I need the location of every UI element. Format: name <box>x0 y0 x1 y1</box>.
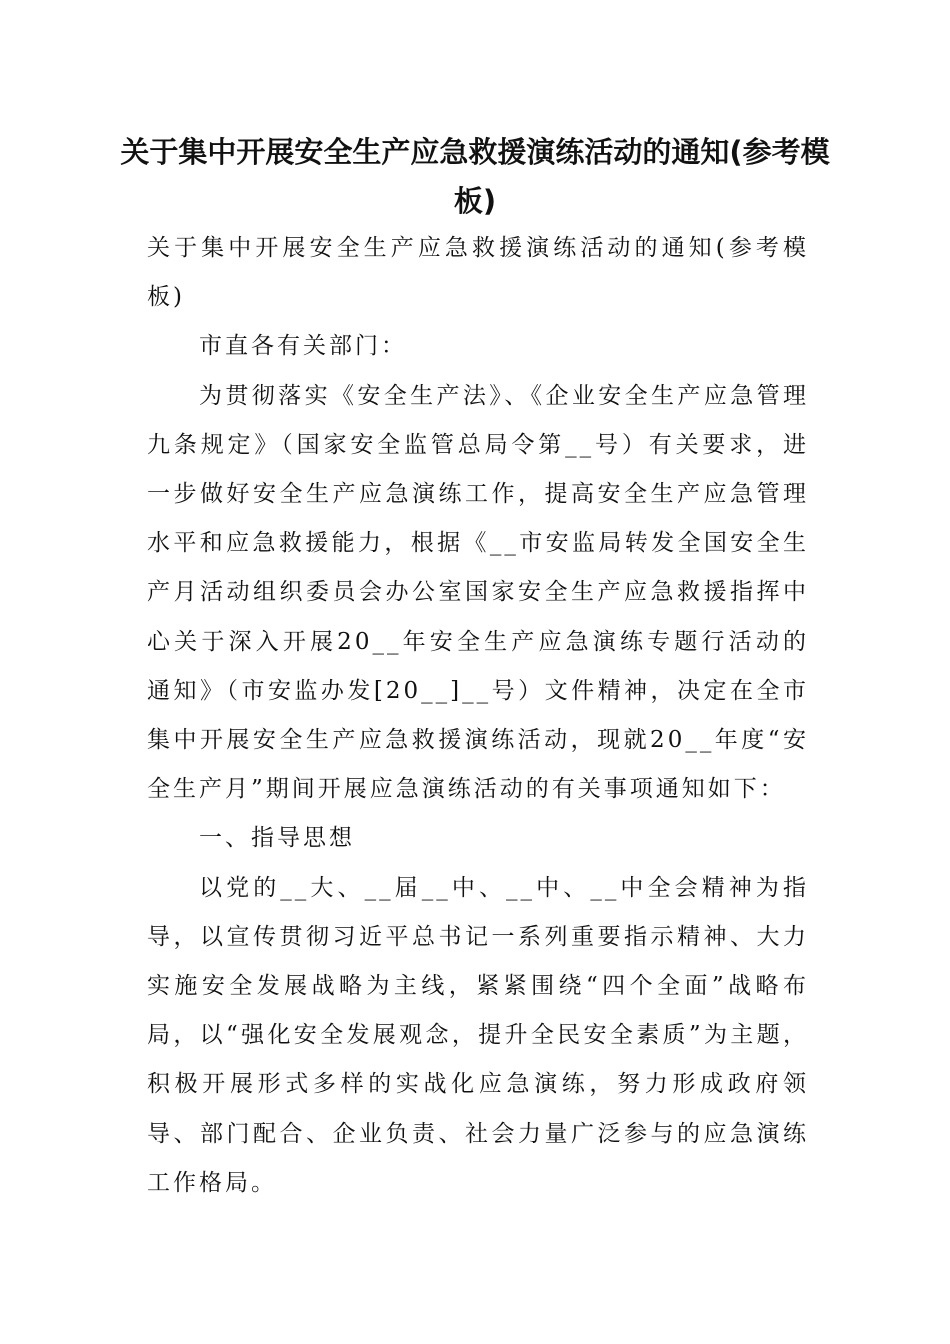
document-subtitle: 关于集中开展安全生产应急救援演练活动的通知(参考模板) <box>147 235 809 311</box>
salutation: 市直各有关部门： <box>199 333 407 360</box>
section-heading-guiding-ideology: 一、指导思想 <box>199 825 355 852</box>
paragraph-intro: 为贯彻落实《安全生产法》、《企业安全生产应急管理九条规定》（国家安全监管总局令第__号）有关要求，进一步做好安全生产应急演练工作，提高安全生产应急管理水平和应急救援能力，根据《__市安监局转发全国安全生产月活动组织委员会办公室国家安全生产应急救援指挥中心关于深入开展20__年安全生产应急演练专题行活动的通知》（市安监办发[20__]__号）文件精神，决定在全市集中开展安全生产应急救援演练活动，现就20__年度“安全生产月”期间开展应急演练活动的有关事项通知如下： <box>147 382 809 803</box>
document-title: 关于集中开展安全生产应急救援演练活动的通知(参考模板) <box>120 135 830 218</box>
document-body <box>147 224 809 1208</box>
paragraph-guiding-ideology: 以党的__大、__届__中、__中、__中全会精神为指导，以宣传贯彻习近平总书记一系列重要指示精神、大力实施安全发展战略为主线，紧紧围绕“四个全面”战略布局，以“强化安全发展观念，提升全民安全素质”为主题，积极开展形式多样的实战化应急演练，努力形成政府领导、部门配合、企业负责、社会力量广泛参与的应急演练工作格局。 <box>147 874 809 1196</box>
